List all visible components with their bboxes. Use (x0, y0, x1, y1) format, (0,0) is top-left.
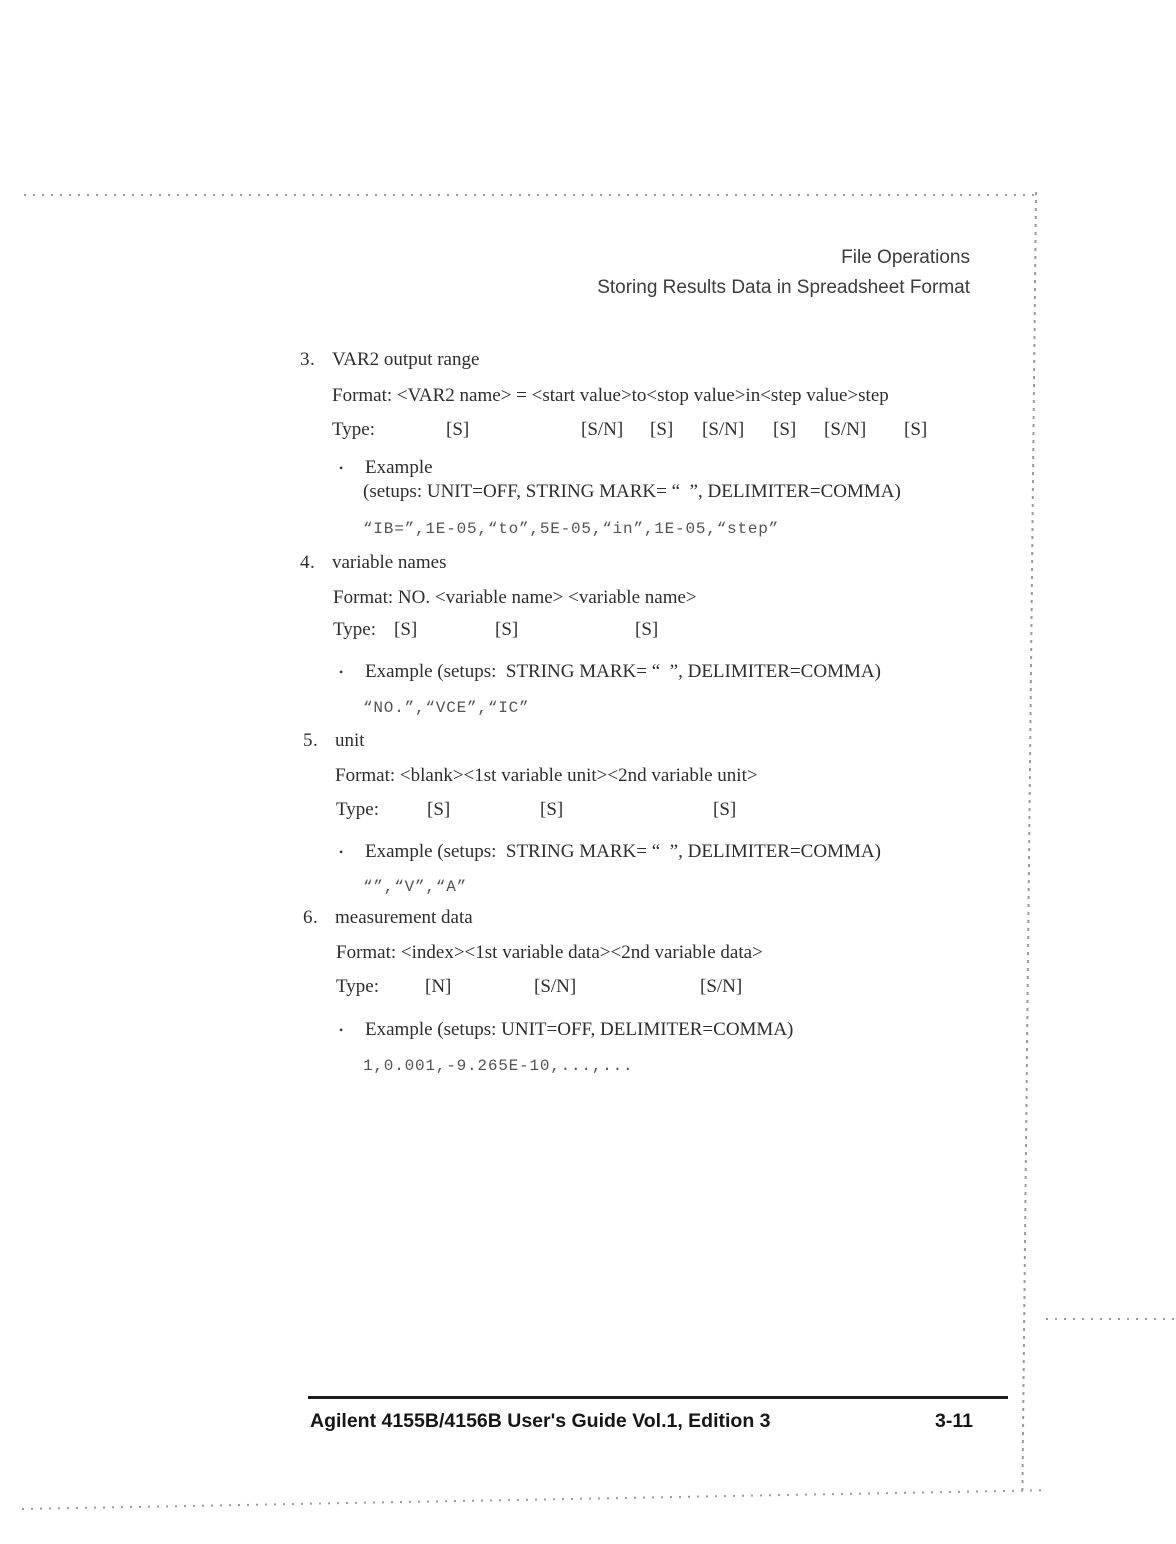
code-line: “IB=”,1E-05,“to”,5E-05,“in”,1E-05,“step” (363, 520, 780, 538)
type-row (333, 619, 953, 645)
list-item-title: measurement data (335, 907, 473, 928)
type-token: [S/N] (581, 419, 624, 440)
list-item-number: 6. (303, 907, 319, 928)
type-row (336, 799, 956, 825)
list-item-title: VAR2 output range (332, 349, 480, 370)
type-token: [S] (904, 419, 928, 440)
format-line: Format: <blank><1st variable unit><2nd variable unit> (335, 765, 758, 786)
type-label: Type: (333, 619, 376, 640)
type-token: [S] (394, 619, 418, 640)
type-token: [N] (425, 976, 452, 997)
page-fold-dotted-line (1046, 1318, 1176, 1320)
format-line: Format: NO. <variable name> <variable name> (333, 587, 697, 608)
list-item-number: 3. (300, 349, 316, 370)
example-setup-line: (setups: UNIT=OFF, STRING MARK= “ ”, DELIMITER=COMMA) (363, 481, 901, 502)
bullet-icon: • (339, 845, 344, 859)
type-token: [S] (773, 419, 797, 440)
type-row (332, 419, 952, 445)
code-line: 1,0.001,-9.265E-10,...,... (363, 1057, 634, 1075)
type-token: [S] (713, 799, 737, 820)
list-item-title: unit (335, 730, 365, 751)
format-line: Format: <VAR2 name> = <start value>to<stop value>in<step value>step (332, 385, 889, 406)
type-label: Type: (336, 976, 379, 997)
example-line: Example (365, 457, 433, 478)
type-row (336, 976, 956, 1002)
type-token: [S] (446, 419, 470, 440)
type-label: Type: (336, 799, 379, 820)
type-token: [S/N] (534, 976, 577, 997)
type-token: [S] (650, 419, 674, 440)
list-item-title: variable names (332, 552, 447, 573)
type-token: [S] (427, 799, 451, 820)
example-line: Example (setups: STRING MARK= “ ”, DELIMITER=COMMA) (365, 841, 881, 862)
type-label: Type: (332, 419, 375, 440)
list-item-number: 5. (303, 730, 319, 751)
code-line: “”,“V”,“A” (363, 878, 468, 896)
list-item-number: 4. (300, 552, 316, 573)
example-line: Example (setups: UNIT=OFF, DELIMITER=COMMA) (365, 1019, 794, 1040)
type-token: [S] (540, 799, 564, 820)
scan-edge-bottom-dotted-line (22, 1489, 1042, 1510)
footer-title: Agilent 4155B/4156B User's Guide Vol.1, Edition 3 (310, 1410, 771, 1432)
header-section: Storing Results Data in Spreadsheet Format (597, 277, 970, 298)
bullet-icon: • (339, 665, 344, 679)
bullet-icon: • (339, 461, 344, 475)
type-token: [S/N] (702, 419, 745, 440)
bullet-icon: • (339, 1023, 344, 1037)
example-line: Example (setups: STRING MARK= “ ”, DELIMITER=COMMA) (365, 661, 881, 682)
header-chapter: File Operations (841, 247, 970, 268)
code-line: “NO.”,“VCE”,“IC” (363, 699, 530, 717)
footer-page-number: 3-11 (935, 1410, 973, 1432)
scan-edge-top-dotted-line (24, 194, 1037, 196)
type-token: [S] (635, 619, 659, 640)
type-token: [S/N] (824, 419, 867, 440)
format-line: Format: <index><1st variable data><2nd variable data> (336, 942, 763, 963)
type-token: [S] (495, 619, 519, 640)
type-token: [S/N] (700, 976, 743, 997)
page-right-edge-line (1021, 192, 1037, 1490)
footer-rule (308, 1396, 1008, 1399)
